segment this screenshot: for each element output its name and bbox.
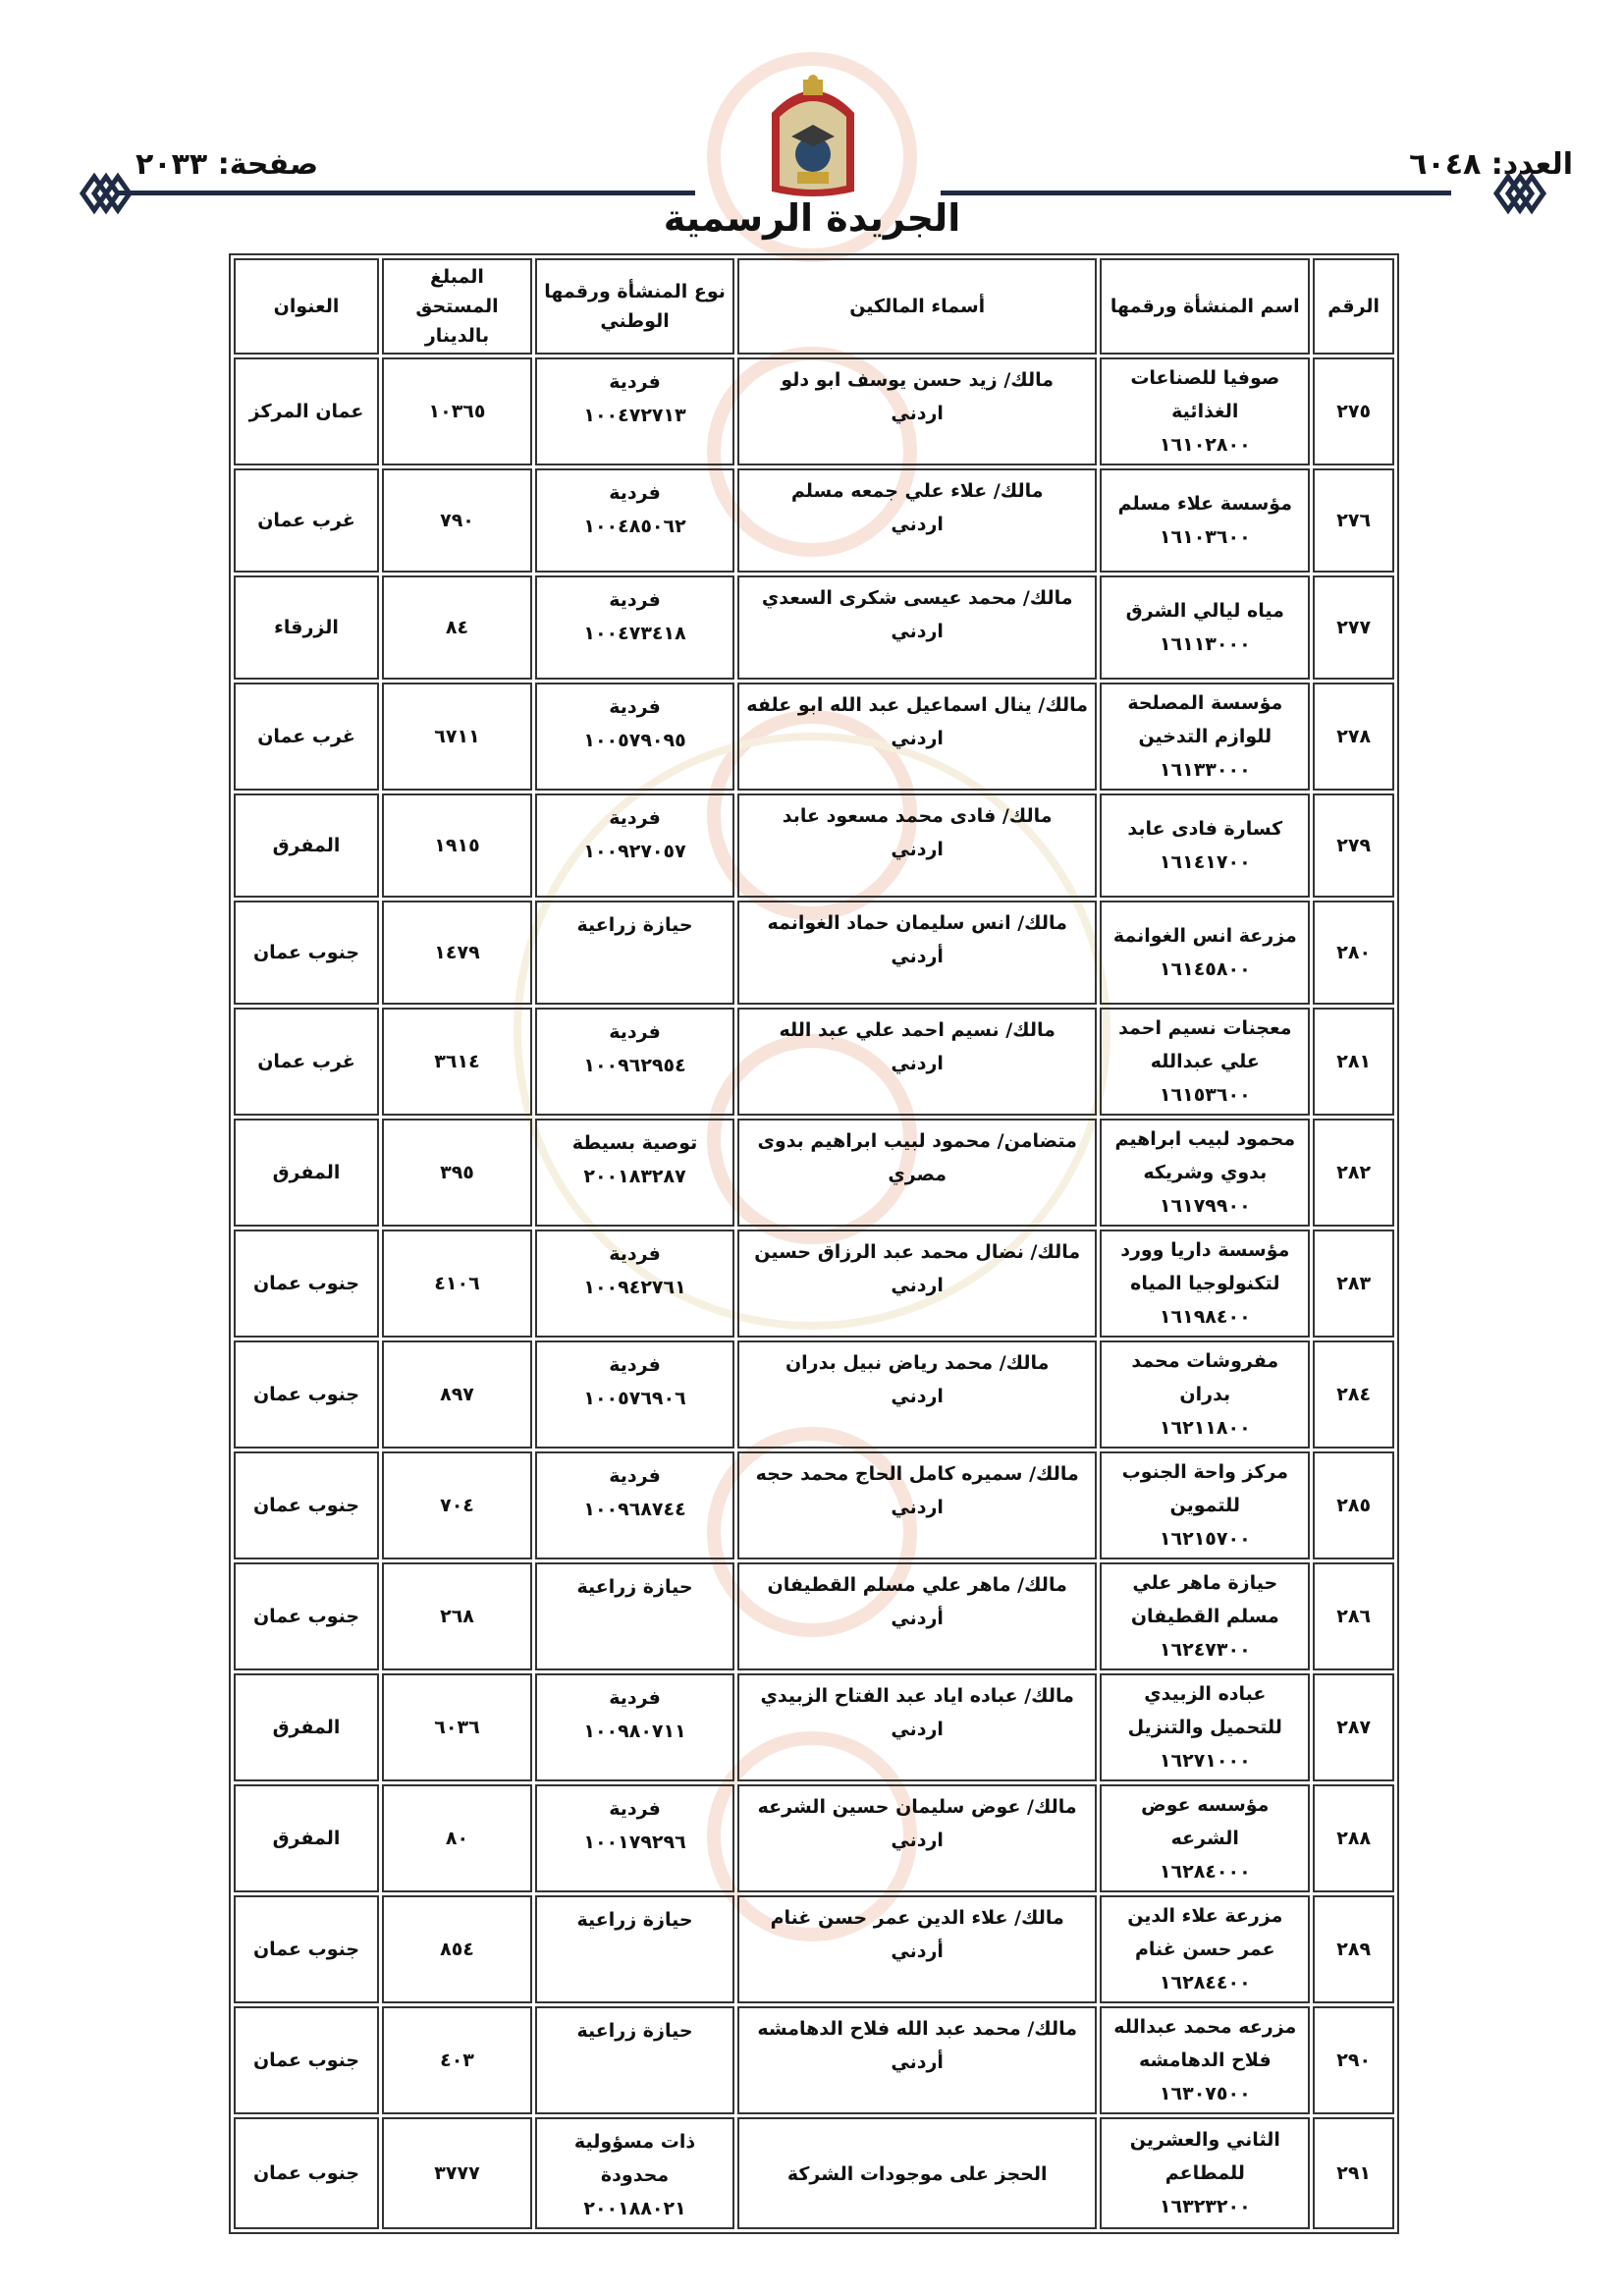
establishment-number: ١٦١٩٨٤٠٠ <box>1159 1306 1251 1328</box>
national-number: ١٠٠٩٨٠٧١١ <box>583 1721 686 1742</box>
establishment-name-text: مزرعه محمد عبدالله فلاح الدهامشه <box>1113 2016 1297 2071</box>
owner-nationality: اردني <box>891 621 944 642</box>
table-row <box>234 793 1394 898</box>
national-number: ١٠٠٥٧٩٠٩٥ <box>583 730 686 751</box>
establishment-type <box>535 1340 734 1449</box>
establishment-name-text: مفروشات محمد بدران <box>1131 1350 1279 1405</box>
amount-due: ١٠٣٦٥ <box>382 357 532 465</box>
table-body <box>234 357 1394 2229</box>
row-number: ٢٨٠ <box>1313 901 1394 1005</box>
establishment-number: ١٦٢١٥٧٠٠ <box>1159 1528 1251 1550</box>
establishment-type-text: فردية <box>609 807 661 829</box>
row-number: ٢٨٩ <box>1313 1895 1394 2003</box>
establishment-type-text: حيازة زراعية <box>576 2020 693 2042</box>
owner-name: مالك/ علاء علي جمعه مسلم <box>790 480 1044 502</box>
amount-due: ٨٠ <box>382 1784 532 1892</box>
establishment-number: ١٦١٤١٧٠٠ <box>1159 851 1251 873</box>
row-number: ٢٨١ <box>1313 1008 1394 1116</box>
establishment-number: ١٦١٠٣٦٠٠ <box>1159 526 1251 548</box>
establishment-type <box>535 1784 734 1892</box>
address: عمان المركز <box>234 357 379 465</box>
column-header: نوع المنشأة ورقمها الوطني <box>535 258 734 355</box>
establishment-type-text: فردية <box>609 589 661 611</box>
table-row <box>234 2006 1394 2114</box>
establishment-name <box>1100 2006 1310 2114</box>
owner-nationality: اردني <box>891 1497 944 1518</box>
address: جنوب عمان <box>234 901 379 1005</box>
owner-nationality: أردني <box>891 1941 944 1962</box>
establishment-name-text: مؤسسة علاء مسلم <box>1117 493 1292 515</box>
table-row <box>234 1119 1394 1227</box>
amount-due: ٣٩٥ <box>382 1119 532 1227</box>
row-number: ٢٨٦ <box>1313 1562 1394 1670</box>
address: المفرق <box>234 793 379 898</box>
address: جنوب عمان <box>234 1562 379 1670</box>
owner-cell <box>737 793 1097 898</box>
establishment-type-text: ذات مسؤولية محدودة <box>573 2131 696 2186</box>
establishment-number: ١٦٢٨٤٤٠٠ <box>1159 1972 1251 1994</box>
address: المفرق <box>234 1119 379 1227</box>
column-header: أسماء المالكين <box>737 258 1097 355</box>
establishment-name-text: مؤسسة داريا وورد لتكنولوجيا المياه <box>1120 1239 1290 1294</box>
owner-nationality: مصري <box>888 1164 947 1185</box>
row-number: ٢٨٢ <box>1313 1119 1394 1227</box>
establishment-name-text: كسارة فادى عابد <box>1127 818 1283 840</box>
address: غرب عمان <box>234 1008 379 1116</box>
issue-number: العدد: ٦٠٤٨ <box>1409 147 1573 182</box>
owner-cell <box>737 1562 1097 1670</box>
owner-nationality: اردني <box>891 1053 944 1074</box>
national-number: ٢٠٠١٨٣٢٨٧ <box>583 1166 686 1187</box>
owner-cell <box>737 1119 1097 1227</box>
establishment-name-text: صوفيا للصناعات الغذائية <box>1130 367 1280 422</box>
national-number: ١٠٠٩٦٨٧٤٤ <box>583 1499 686 1520</box>
owner-nationality: اردني <box>891 839 944 860</box>
establishment-type-text: فردية <box>609 1021 661 1043</box>
amount-due: ٨٥٤ <box>382 1895 532 2003</box>
national-number: ١٠٠٩٢٧٠٥٧ <box>583 841 686 862</box>
owner-nationality: أردني <box>891 1608 944 1629</box>
establishment-name-text: مركز واحة الجنوب للتموين <box>1121 1461 1288 1516</box>
establishment-type-text: فردية <box>609 696 661 718</box>
establishment-number: ١٦٢١١٨٠٠ <box>1159 1417 1251 1439</box>
establishment-type-text: حيازة زراعية <box>576 1576 693 1598</box>
address: جنوب عمان <box>234 1340 379 1449</box>
owner-cell <box>737 468 1097 573</box>
owner-cell <box>737 2006 1097 2114</box>
amount-due: ١٩١٥ <box>382 793 532 898</box>
amount-due: ٤٠٣ <box>382 2006 532 2114</box>
owner-nationality: اردني <box>891 1386 944 1407</box>
establishment-number: ١٦١٥٣٦٠٠ <box>1159 1084 1251 1106</box>
establishment-type-text: فردية <box>609 482 661 504</box>
establishment-type <box>535 793 734 898</box>
establishment-name-text: عباده الزبيدي للتحميل والتنزيل <box>1127 1683 1282 1738</box>
owner-name: مالك/ زيد حسن يوسف ابو دلو <box>781 369 1054 391</box>
owner-nationality: أردني <box>891 946 944 967</box>
address: غرب عمان <box>234 468 379 573</box>
owner-cell <box>737 2117 1097 2229</box>
establishment-type-text: فردية <box>609 1354 661 1376</box>
establishment-name <box>1100 1340 1310 1449</box>
registry-table <box>229 253 1399 2234</box>
establishment-name <box>1100 1451 1310 1559</box>
establishment-type <box>535 1230 734 1338</box>
establishment-name <box>1100 901 1310 1005</box>
gazette-title: الجريدة الرسمية <box>663 196 961 240</box>
owner-name: مالك/ محمد عيسى شكرى السعدي <box>761 587 1073 609</box>
establishment-type-text: حيازة زراعية <box>576 914 693 936</box>
establishment-name-text: معجنات نسيم احمد علي عبدالله <box>1118 1017 1292 1072</box>
establishment-type <box>535 2117 734 2229</box>
establishment-name-text: حيازة ماهر علي مسلم القطيفان <box>1130 1572 1279 1627</box>
establishment-number: ١٦٢٧١٠٠٠ <box>1159 1750 1251 1772</box>
address: جنوب عمان <box>234 2117 379 2229</box>
establishment-type-text: توصية بسيطة <box>571 1132 698 1154</box>
establishment-type <box>535 901 734 1005</box>
establishment-name-text: مزرعة علاء الدين عمر حسن غنام <box>1127 1905 1283 1960</box>
establishment-name <box>1100 575 1310 680</box>
establishment-number: ١٦١٣٣٠٠٠ <box>1159 759 1251 781</box>
establishment-type-text: فردية <box>609 1687 661 1709</box>
national-number: ١٠٠٥٧٦٩٠٦ <box>583 1388 686 1409</box>
establishment-number: ١٦٣٠٧٥٠٠ <box>1159 2083 1251 2105</box>
establishment-type <box>535 1673 734 1781</box>
owner-name: مالك/ ماهر علي مسلم القطيفان <box>767 1574 1067 1596</box>
row-number: ٢٨٣ <box>1313 1230 1394 1338</box>
owner-cell <box>737 1340 1097 1449</box>
owner-cell <box>737 683 1097 791</box>
establishment-name-text: مؤسسه عوض الشرعه <box>1141 1794 1270 1849</box>
address: جنوب عمان <box>234 1230 379 1338</box>
owner-cell <box>737 1008 1097 1116</box>
national-number: ١٠٠١٧٩٢٩٦ <box>583 1831 686 1853</box>
owner-name: مالك/ سميره كامل الحاج محمد حجه <box>755 1463 1079 1485</box>
establishment-name-text: مزرعة انس الغوانمة <box>1112 925 1297 947</box>
row-number: ٢٨٥ <box>1313 1451 1394 1559</box>
establishment-type-text: فردية <box>609 1465 661 1487</box>
establishment-name-text: مياه ليالي الشرق <box>1125 600 1284 622</box>
establishment-name <box>1100 1119 1310 1227</box>
amount-due: ٢٦٨ <box>382 1562 532 1670</box>
address: المفرق <box>234 1784 379 1892</box>
owner-nationality: اردني <box>891 1275 944 1296</box>
owner-name: مالك/ انس سليمان حماد الغوانمه <box>767 912 1067 934</box>
owner-cell <box>737 575 1097 680</box>
establishment-name <box>1100 1895 1310 2003</box>
owner-name: متضامن/ محمود لبيب ابراهيم بدوى <box>757 1130 1077 1152</box>
establishment-name <box>1100 793 1310 898</box>
table-row <box>234 1340 1394 1449</box>
header-rule-left <box>118 191 695 195</box>
amount-due: ١٤٧٩ <box>382 901 532 1005</box>
table-row <box>234 1673 1394 1781</box>
address: جنوب عمان <box>234 2006 379 2114</box>
amount-due: ٧٩٠ <box>382 468 532 573</box>
establishment-type <box>535 2006 734 2114</box>
owner-name: الحجز على موجودات الشركة <box>786 2163 1048 2185</box>
establishment-name <box>1100 357 1310 465</box>
amount-due: ٨٤ <box>382 575 532 680</box>
table-row <box>234 468 1394 573</box>
owner-nationality: اردني <box>891 403 944 424</box>
table-header-row <box>234 258 1394 355</box>
amount-due: ٣٧٧٧ <box>382 2117 532 2229</box>
address: المفرق <box>234 1673 379 1781</box>
establishment-name <box>1100 1008 1310 1116</box>
establishment-number: ١٦١١٣٠٠٠ <box>1159 633 1251 655</box>
owner-cell <box>737 357 1097 465</box>
owner-name: مالك/ نسيم احمد علي عبد الله <box>779 1019 1056 1041</box>
address: الزرقاء <box>234 575 379 680</box>
national-number: ١٠٠٩٦٢٩٥٤ <box>583 1055 686 1076</box>
owner-name: مالك/ نضال محمد عبد الرزاق حسين <box>754 1241 1081 1263</box>
owner-name: مالك/ فادى محمد مسعود عابد <box>782 805 1053 827</box>
table-row <box>234 1230 1394 1338</box>
owner-nationality: اردني <box>891 514 944 535</box>
establishment-name <box>1100 468 1310 573</box>
owner-name: مالك/ عباده اياد عبد الفتاح الزبيدي <box>760 1685 1074 1707</box>
establishment-number: ١٦٢٤٧٣٠٠ <box>1159 1639 1251 1661</box>
owner-name: مالك/ علاء الدين عمر حسن غنام <box>770 1907 1064 1929</box>
table-row <box>234 357 1394 465</box>
owner-nationality: اردني <box>891 1719 944 1740</box>
national-number: ١٠٠٤٧٢٧١٣ <box>583 405 686 426</box>
table-row <box>234 1008 1394 1116</box>
owner-name: مالك/ عوض سليمان حسين الشرعه <box>757 1796 1077 1818</box>
owner-cell <box>737 1673 1097 1781</box>
row-number: ٢٧٧ <box>1313 575 1394 680</box>
address: غرب عمان <box>234 683 379 791</box>
table-row <box>234 901 1394 1005</box>
row-number: ٢٩١ <box>1313 2117 1394 2229</box>
column-header: المبلغ المستحق بالدينار <box>382 258 532 355</box>
table-row <box>234 1451 1394 1559</box>
establishment-type <box>535 468 734 573</box>
header-rule-right <box>941 191 1451 195</box>
row-number: ٢٧٦ <box>1313 468 1394 573</box>
establishment-type <box>535 575 734 680</box>
row-number: ٢٧٥ <box>1313 357 1394 465</box>
establishment-type-text: فردية <box>609 1798 661 1820</box>
owner-nationality: اردني <box>891 728 944 749</box>
owner-cell <box>737 1895 1097 2003</box>
address: جنوب عمان <box>234 1451 379 1559</box>
national-number: ١٠٠٩٤٢٧٦١ <box>583 1277 686 1298</box>
owner-name: مالك/ محمد رياض نبيل بدران <box>785 1352 1050 1374</box>
row-number: ٢٩٠ <box>1313 2006 1394 2114</box>
amount-due: ٤١٠٦ <box>382 1230 532 1338</box>
table-row <box>234 1895 1394 2003</box>
owner-cell <box>737 1230 1097 1338</box>
amount-due: ٧٠٤ <box>382 1451 532 1559</box>
establishment-name <box>1100 683 1310 791</box>
national-number: ٢٠٠١٨٨٠٢١ <box>583 2198 686 2219</box>
establishment-name <box>1100 2117 1310 2229</box>
amount-due: ٨٩٧ <box>382 1340 532 1449</box>
establishment-type-text: فردية <box>609 371 661 393</box>
establishment-type <box>535 357 734 465</box>
table-row <box>234 2117 1394 2229</box>
establishment-type-text: حيازة زراعية <box>576 1909 693 1931</box>
address: جنوب عمان <box>234 1895 379 2003</box>
coat-of-arms-icon <box>762 74 864 201</box>
owner-cell <box>737 901 1097 1005</box>
establishment-number: ١٦١٧٩٩٠٠ <box>1159 1195 1251 1217</box>
column-header: العنوان <box>234 258 379 355</box>
establishment-name-text: الثاني والعشرين للمطاعم <box>1129 2129 1280 2184</box>
national-number: ١٠٠٤٧٣٤١٨ <box>583 623 686 644</box>
establishment-name <box>1100 1784 1310 1892</box>
table-row <box>234 575 1394 680</box>
establishment-name-text: محمود لبيب ابراهيم بدوي وشريكه <box>1114 1128 1296 1183</box>
amount-due: ٣٦١٤ <box>382 1008 532 1116</box>
owner-cell <box>737 1451 1097 1559</box>
row-number: ٢٨٨ <box>1313 1784 1394 1892</box>
establishment-number: ١٦٣٢٣٢٠٠ <box>1159 2196 1251 2217</box>
amount-due: ٦٧١١ <box>382 683 532 791</box>
owner-name: مالك/ محمد عبد الله فلاح الدهامشه <box>757 2018 1077 2040</box>
column-header: الرقم <box>1313 258 1394 355</box>
owner-name: مالك/ ينال اسماعيل عبد الله ابو علفه <box>746 694 1089 716</box>
establishment-number: ١٦٢٨٤٠٠٠ <box>1159 1861 1251 1883</box>
establishment-number: ١٦١٠٢٨٠٠ <box>1159 434 1251 456</box>
establishment-name <box>1100 1673 1310 1781</box>
owner-nationality: اردني <box>891 1830 944 1851</box>
row-number: ٢٨٤ <box>1313 1340 1394 1449</box>
establishment-name <box>1100 1230 1310 1338</box>
row-number: ٢٧٨ <box>1313 683 1394 791</box>
amount-due: ٦٠٣٦ <box>382 1673 532 1781</box>
page-number: صفحة: ٢٠٣٣ <box>135 147 319 182</box>
establishment-type-text: فردية <box>609 1243 661 1265</box>
establishment-number: ١٦١٤٥٨٠٠ <box>1159 958 1251 980</box>
establishment-type <box>535 1119 734 1227</box>
establishment-type <box>535 1008 734 1116</box>
establishment-type <box>535 1451 734 1559</box>
owner-nationality: أردني <box>891 2051 944 2073</box>
establishment-name-text: مؤسسة المصلحة للوازم التدخين <box>1127 692 1283 747</box>
establishment-name <box>1100 1562 1310 1670</box>
row-number: ٢٨٧ <box>1313 1673 1394 1781</box>
establishment-type <box>535 1562 734 1670</box>
table-row <box>234 1784 1394 1892</box>
column-header: اسم المنشأة ورقمها <box>1100 258 1310 355</box>
table-row <box>234 683 1394 791</box>
establishment-type <box>535 1895 734 2003</box>
row-number: ٢٧٩ <box>1313 793 1394 898</box>
owner-cell <box>737 1784 1097 1892</box>
national-number: ١٠٠٤٨٥٠٦٢ <box>583 516 686 537</box>
table-row <box>234 1562 1394 1670</box>
establishment-type <box>535 683 734 791</box>
